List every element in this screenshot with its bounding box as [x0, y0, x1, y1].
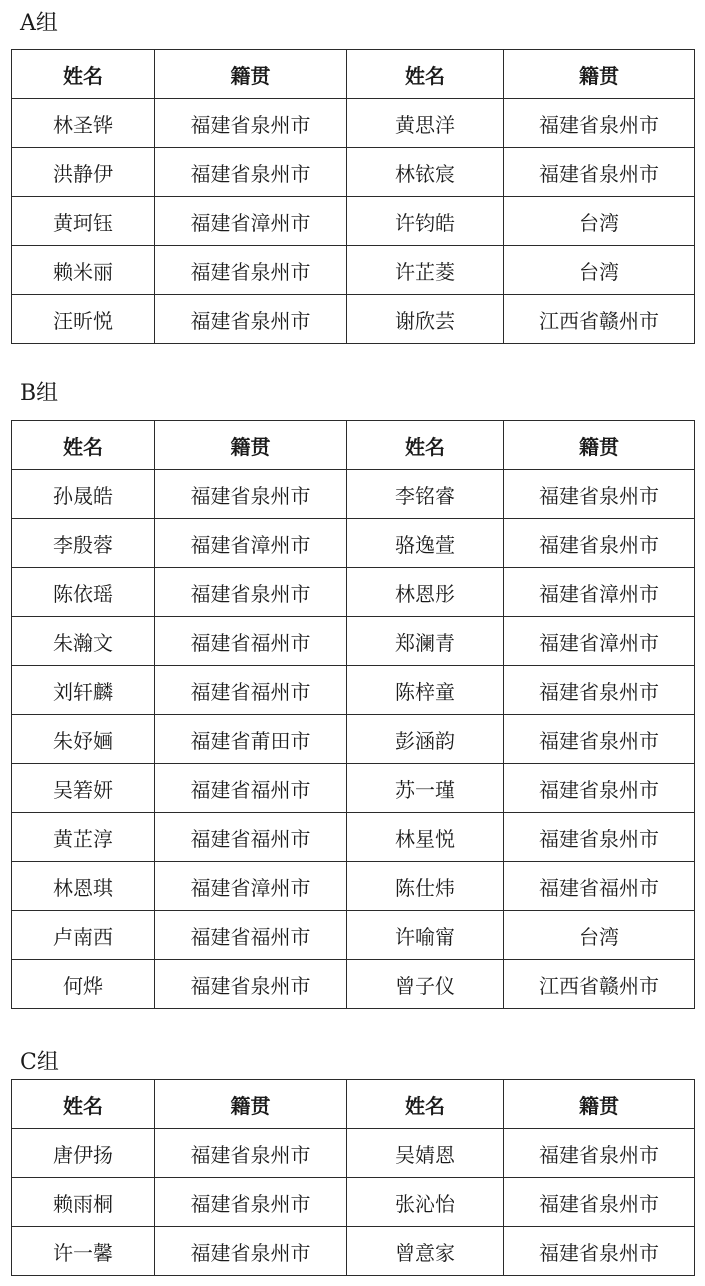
student-origin: 台湾 [504, 197, 695, 246]
student-origin: 江西省赣州市 [504, 295, 695, 344]
table-row [12, 666, 695, 715]
student-origin: 福建省莆田市 [155, 715, 347, 764]
header-name-2: 姓名 [347, 1080, 504, 1129]
student-name: 林圣铧 [12, 99, 155, 148]
student-name: 朱妤婳 [12, 715, 155, 764]
student-origin: 福建省泉州市 [504, 715, 695, 764]
student-origin: 福建省泉州市 [155, 295, 347, 344]
table-header-row [12, 421, 695, 470]
student-name: 陈梓童 [347, 666, 504, 715]
table-row [12, 715, 695, 764]
student-name: 赖米丽 [12, 246, 155, 295]
student-origin: 福建省福州市 [155, 911, 347, 960]
student-origin: 福建省漳州市 [504, 568, 695, 617]
student-name: 李殷蓉 [12, 519, 155, 568]
table-row [12, 295, 695, 344]
student-name: 许芷菱 [347, 246, 504, 295]
student-name: 赖雨桐 [12, 1178, 155, 1227]
student-name: 许一馨 [12, 1227, 155, 1276]
header-name-2: 姓名 [347, 50, 504, 99]
student-origin: 福建省福州市 [155, 617, 347, 666]
header-origin-1: 籍贯 [155, 50, 347, 99]
student-origin: 福建省泉州市 [155, 99, 347, 148]
student-origin: 福建省福州市 [504, 862, 695, 911]
student-name: 黄芷淳 [12, 813, 155, 862]
table-row [12, 246, 695, 295]
table-row [12, 764, 695, 813]
header-name-1: 姓名 [12, 421, 155, 470]
header-origin-1: 籍贯 [155, 1080, 347, 1129]
header-origin-2: 籍贯 [504, 50, 695, 99]
group-title-b: B组 [20, 381, 59, 406]
student-origin: 台湾 [504, 246, 695, 295]
table-header-row [12, 1080, 695, 1129]
student-origin: 福建省泉州市 [155, 246, 347, 295]
group-title-c: C组 [20, 1050, 59, 1075]
header-name-1: 姓名 [12, 1080, 155, 1129]
student-origin: 福建省泉州市 [504, 99, 695, 148]
table-row [12, 470, 695, 519]
student-name: 何烨 [12, 960, 155, 1009]
table-row [12, 519, 695, 568]
student-origin: 福建省泉州市 [504, 1129, 695, 1178]
student-name: 林恩彤 [347, 568, 504, 617]
table-row [12, 568, 695, 617]
student-name: 汪昕悦 [12, 295, 155, 344]
student-origin: 福建省福州市 [155, 764, 347, 813]
table-row [12, 862, 695, 911]
student-origin: 福建省漳州市 [155, 862, 347, 911]
student-origin: 福建省泉州市 [504, 764, 695, 813]
student-origin: 福建省泉州市 [504, 470, 695, 519]
student-name: 陈仕炜 [347, 862, 504, 911]
header-name-2: 姓名 [347, 421, 504, 470]
header-origin-2: 籍贯 [504, 1080, 695, 1129]
student-name: 许钧皓 [347, 197, 504, 246]
student-origin: 福建省泉州市 [504, 1227, 695, 1276]
student-origin: 福建省泉州市 [155, 1178, 347, 1227]
header-origin-2: 籍贯 [504, 421, 695, 470]
student-name: 吴箬妍 [12, 764, 155, 813]
student-name: 洪静伊 [12, 148, 155, 197]
student-name: 曾意家 [347, 1227, 504, 1276]
student-name: 李铭睿 [347, 470, 504, 519]
student-name: 彭涵韵 [347, 715, 504, 764]
student-name: 吴婧恩 [347, 1129, 504, 1178]
table-row [12, 1178, 695, 1227]
student-origin: 福建省福州市 [155, 666, 347, 715]
student-name: 骆逸萱 [347, 519, 504, 568]
student-origin: 福建省泉州市 [504, 519, 695, 568]
student-origin: 福建省漳州市 [504, 617, 695, 666]
student-name: 孙晟皓 [12, 470, 155, 519]
student-name: 林恩琪 [12, 862, 155, 911]
table-row [12, 813, 695, 862]
student-name: 卢南西 [12, 911, 155, 960]
student-name: 张沁怡 [347, 1178, 504, 1227]
table-row [12, 960, 695, 1009]
student-origin: 福建省泉州市 [504, 148, 695, 197]
student-name: 朱瀚文 [12, 617, 155, 666]
student-name: 陈依瑶 [12, 568, 155, 617]
table-row [12, 1129, 695, 1178]
table-header-row [12, 50, 695, 99]
student-origin: 福建省福州市 [155, 813, 347, 862]
table-row [12, 617, 695, 666]
student-name: 许喻甯 [347, 911, 504, 960]
student-name: 郑澜青 [347, 617, 504, 666]
student-name: 刘轩麟 [12, 666, 155, 715]
header-name-1: 姓名 [12, 50, 155, 99]
student-name: 谢欣芸 [347, 295, 504, 344]
student-origin: 福建省泉州市 [504, 666, 695, 715]
student-origin: 福建省泉州市 [155, 568, 347, 617]
group-table-a [11, 49, 695, 344]
group-table-b [11, 420, 695, 1009]
student-origin: 福建省泉州市 [155, 1227, 347, 1276]
student-name: 唐伊扬 [12, 1129, 155, 1178]
student-origin: 江西省赣州市 [504, 960, 695, 1009]
header-origin-1: 籍贯 [155, 421, 347, 470]
student-origin: 福建省泉州市 [504, 1178, 695, 1227]
table-row [12, 911, 695, 960]
student-origin: 福建省漳州市 [155, 519, 347, 568]
student-name: 黄思洋 [347, 99, 504, 148]
table-row [12, 1227, 695, 1276]
table-row [12, 148, 695, 197]
student-name: 林星悦 [347, 813, 504, 862]
group-title-a: A组 [20, 11, 58, 36]
table-row [12, 99, 695, 148]
student-name: 林铱宸 [347, 148, 504, 197]
student-origin: 福建省漳州市 [155, 197, 347, 246]
student-origin: 福建省泉州市 [155, 960, 347, 1009]
student-origin: 福建省泉州市 [504, 813, 695, 862]
student-name: 苏一瑾 [347, 764, 504, 813]
student-name: 曾子仪 [347, 960, 504, 1009]
student-origin: 台湾 [504, 911, 695, 960]
group-table-c [11, 1079, 695, 1276]
student-origin: 福建省泉州市 [155, 148, 347, 197]
student-origin: 福建省泉州市 [155, 470, 347, 519]
table-row [12, 197, 695, 246]
student-name: 黄珂钰 [12, 197, 155, 246]
student-origin: 福建省泉州市 [155, 1129, 347, 1178]
